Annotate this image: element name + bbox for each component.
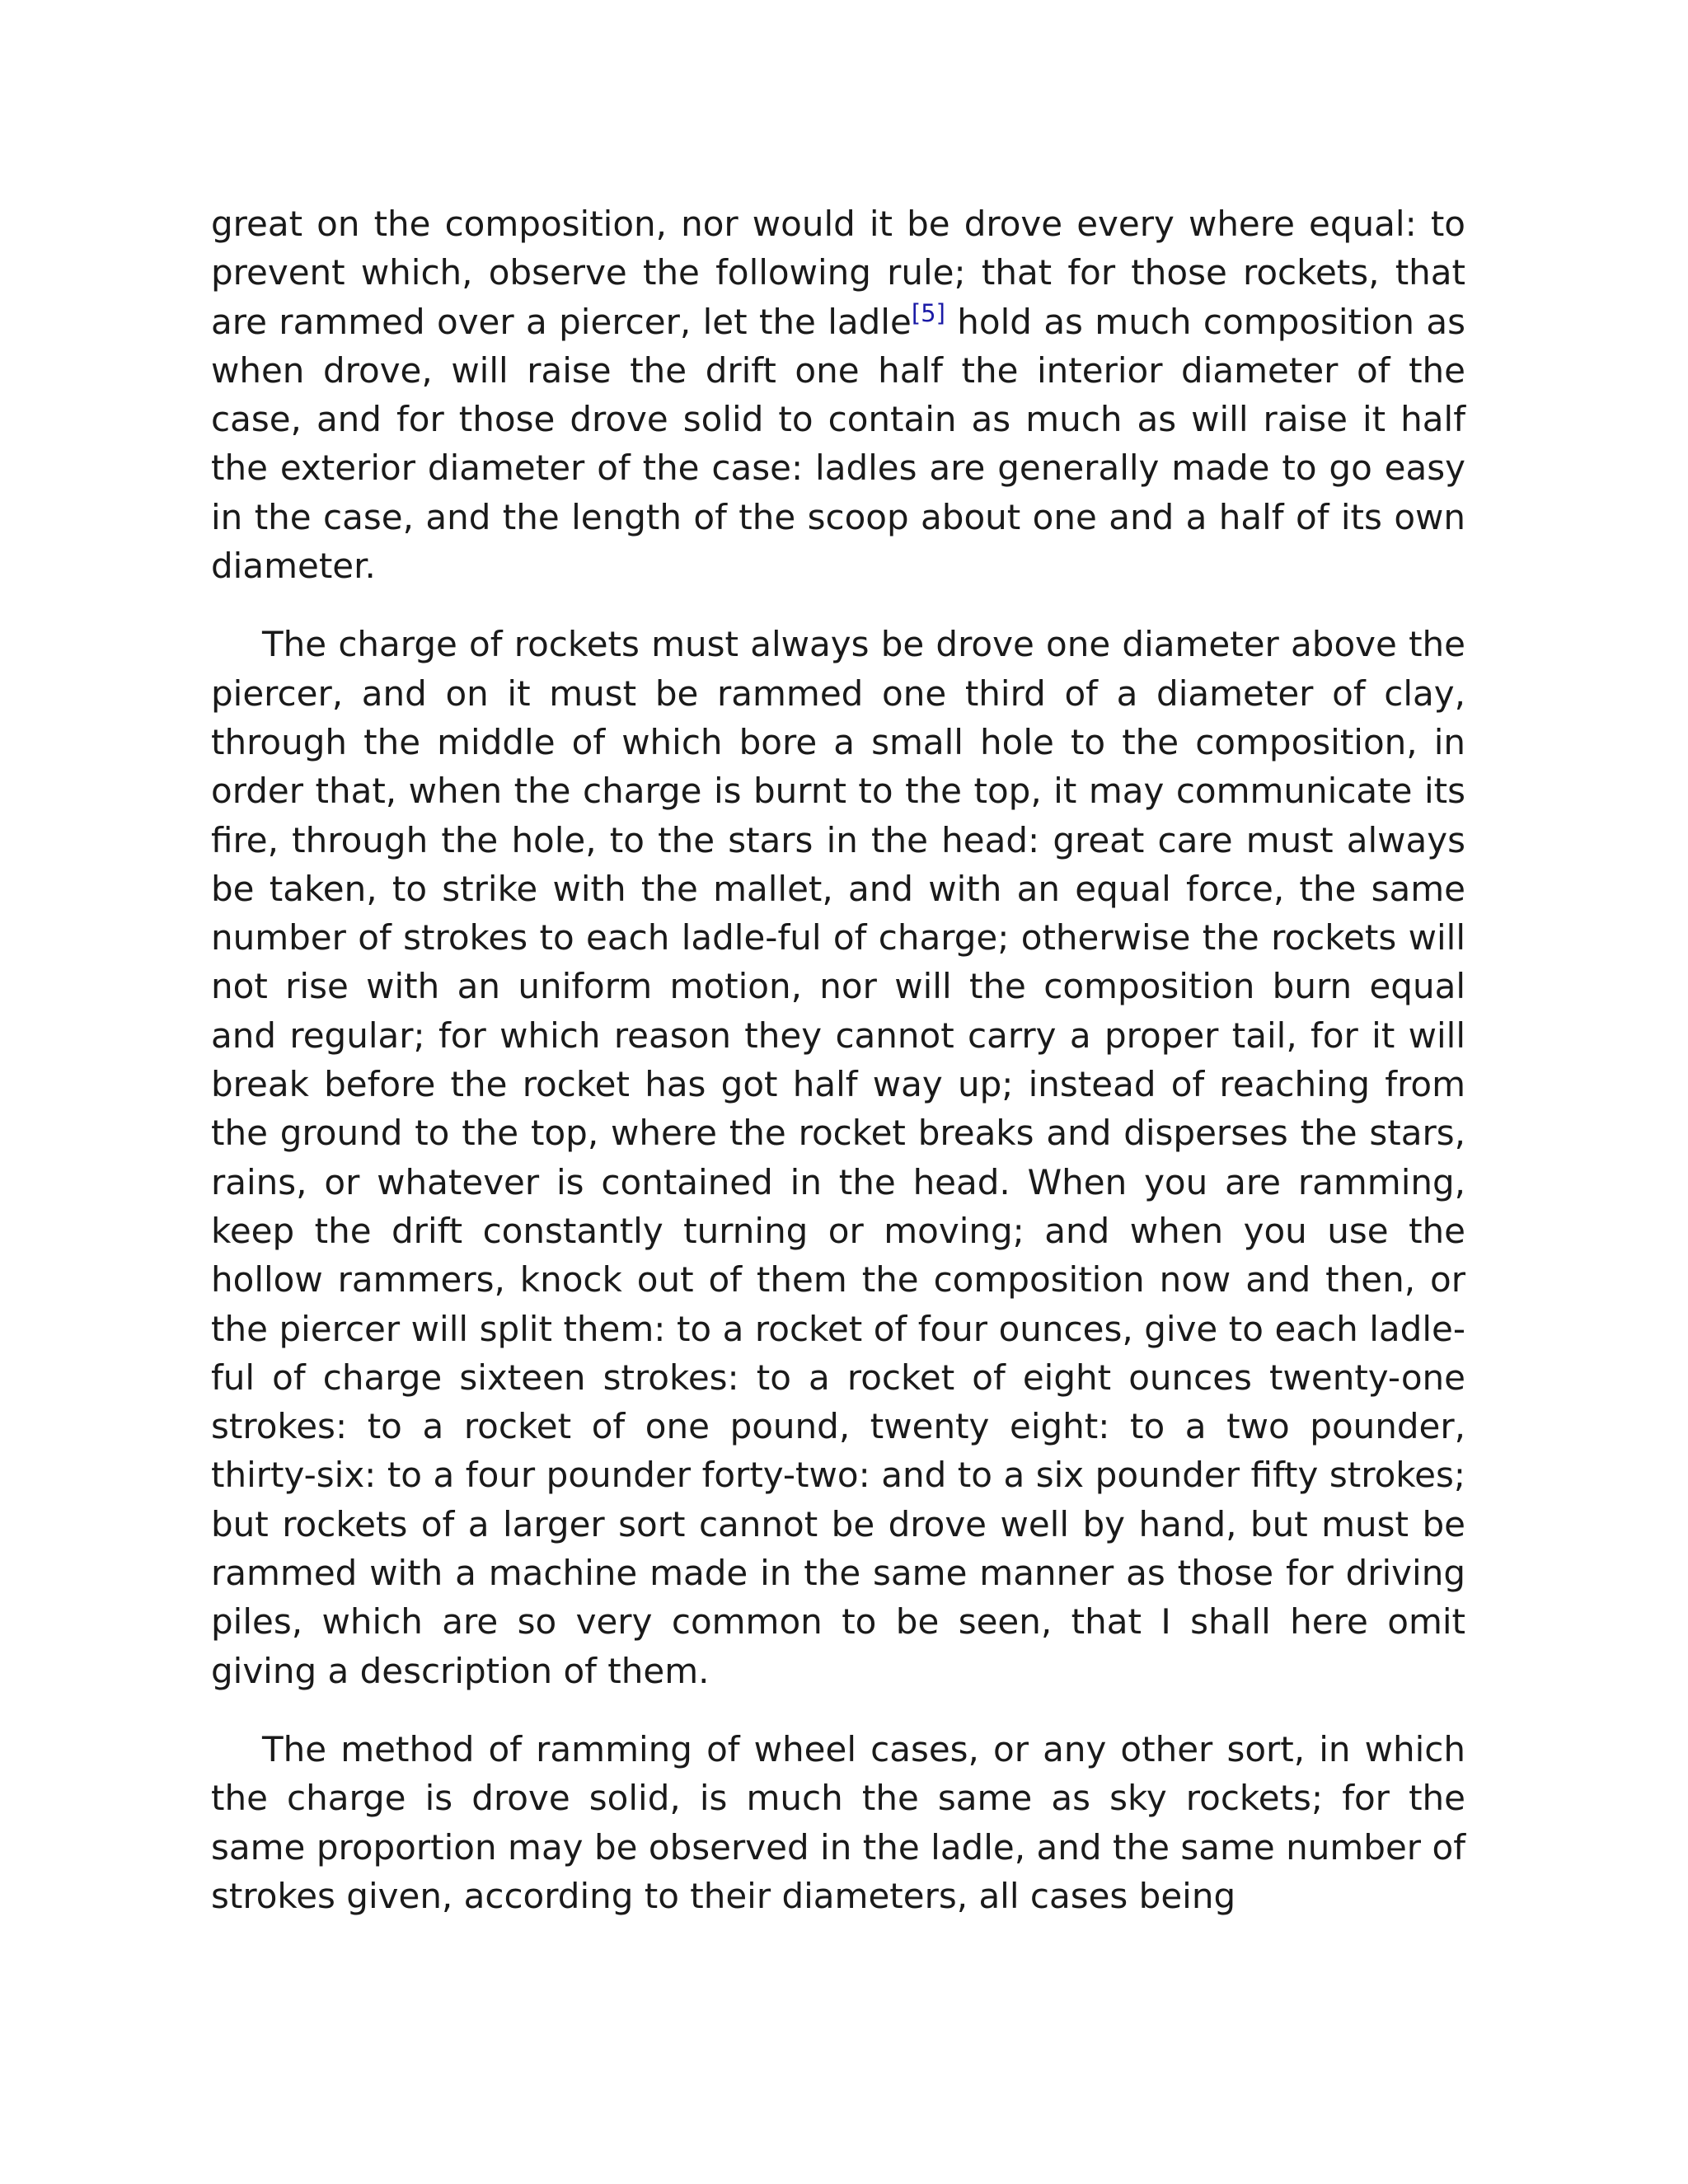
footnote-link[interactable]: [5] bbox=[911, 298, 945, 327]
paragraph-text: great on the composition, nor would it be drove every where equal: to prevent which, observe the following rule; that for those rockets, that are rammed over a piercer, let the ladle bbox=[211, 204, 1465, 342]
paragraph-ladle-rule bbox=[211, 199, 1465, 590]
document-page bbox=[211, 199, 1465, 1920]
paragraph-text: hold as much composition as when drove, will raise the drift one half the interior diameter of the case, and for those drove solid to contain as much as will raise it half the exterior diameter of the case: ladles are generally made to go easy in the case, and the length of the scoop about one and a half of its own diameter. bbox=[211, 301, 1465, 587]
paragraph-charge-of-rockets: The charge of rockets must always be drove one diameter above the piercer, and on it must be rammed one third of a diameter of clay, through the middle of which bore a small hole to the composition, in order that, when the charge is burnt to the top, it may communicate its fire, through the hole, to the stars in the head: great care must always be taken, to strike with the mallet, and with an equal force, the same number of strokes to each ladle-ful of charge; otherwise the rockets will not rise with an uniform motion, nor will the composition burn equal and regular; for which reason they cannot carry a proper tail, for it will break before the rocket has got half way up; instead of reaching from the ground to the top, where the rocket breaks and disperses the stars, rains, or whatever is contained in the head. When you are ramming, keep the drift constantly turning or moving; and when you use the hollow rammers, knock out of them the composition now and then, or the piercer will split them: to a rocket of four ounces, give to each ladle-ful of charge sixteen strokes: to a rocket of eight ounces twenty-one strokes: to a rocket of one pound, twenty eight: to a two pounder, thirty-six: to a four pounder forty-two: and to a six pounder fifty strokes; but rockets of a larger sort cannot be drove well by hand, but must be rammed with a machine made in the same manner as those for driving piles, which are so very common to be seen, that I shall here omit giving a description of them. bbox=[211, 624, 1465, 1691]
paragraph-wheel-cases: The method of ramming of wheel cases, or any other sort, in which the charge is drove solid, is much the same as sky rockets; for the same proportion may be observed in the ladle, and the same number of strokes given, according to their diameters, all cases being bbox=[211, 1728, 1465, 1916]
